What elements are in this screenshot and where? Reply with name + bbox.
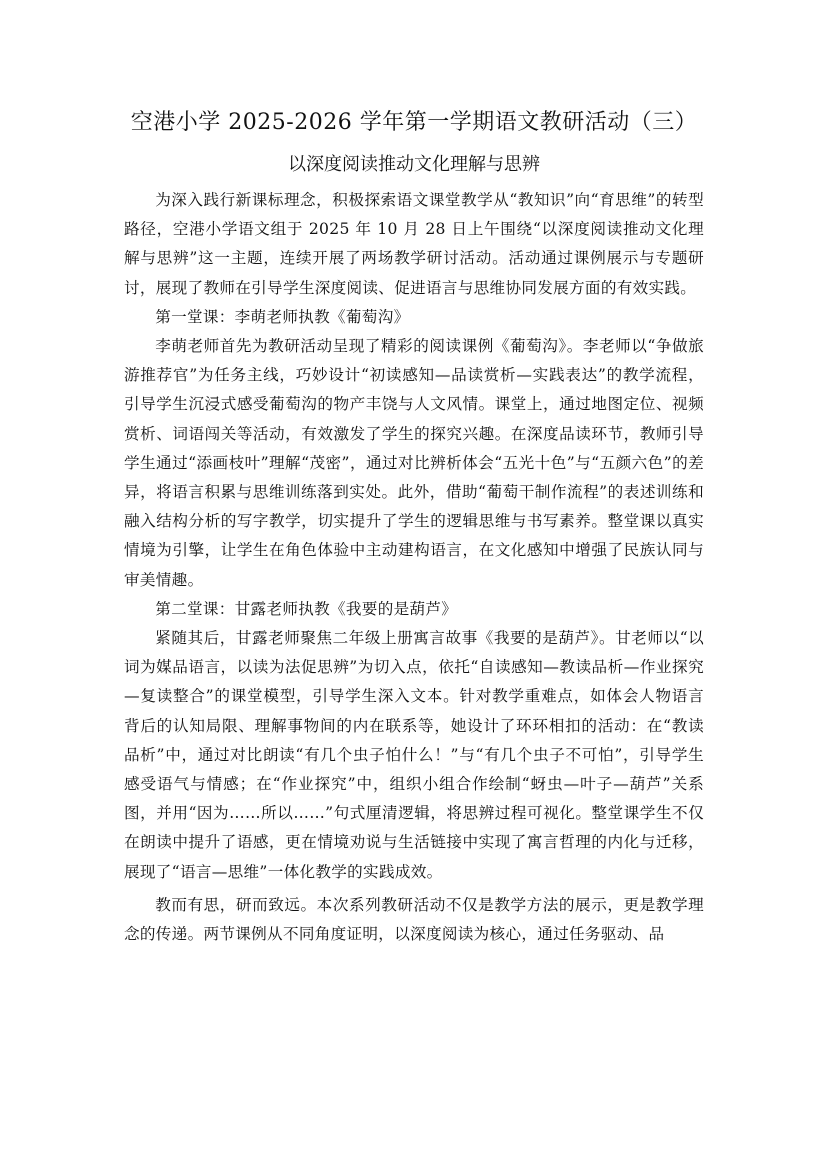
lesson-2-paragraph: 紧随其后，甘露老师聚焦二年级上册寓言故事《我要的是葫芦》。甘老师以“以词为媒品语言，以读为法促思辨”为切入点，依托“自读感知—教读品析—作业探究—复读整合”的课堂模型，引导学生深入文本。针对教学重难点，如体会人物语言背后的认知局限、理解事物间的内在联系等，她设计了环环相扣的活动：在“教读品析”中，通过对比朗读“有几个虫子怕什么！”与“有几个虫子不可怕”，引导学生感受语气与情感；在“作业探究”中，组织小组合作绘制“蚜虫—叶子—葫芦”关系图，并用“因为……所以……”句式厘清逻辑，将思辨过程可视化。整堂课学生不仅在朗读中提升了语感，更在情境劝说与生活链接中实现了寓言哲理的内化与迁移，展现了“语言—思维”一体化教学的实践成效。 (124, 629, 704, 881)
intro-paragraph: 为深入践行新课标理念，积极探索语文课堂教学从“教知识”向“育思维”的转型路径，空港小学语文组于 2025 年 10 月 28 日上午围绕“以深度阅读推动文化理解与思辨”这一主题，连续开展了两场教学研讨活动。活动通过课例展示与专题研讨，展现了教师在引导学生深度阅读、促进语言与思维协同发展方面的有效实践。 (124, 191, 704, 297)
lesson-1-paragraph: 李萌老师首先为教研活动呈现了精彩的阅读课例《葡萄沟》。李老师以“争做旅游推荐官”为任务主线，巧妙设计“初读感知—品读赏析—实践表达”的教学流程，引导学生沉浸式感受葡萄沟的物产丰饶与人文风情。课堂上，通过地图定位、视频赏析、词语闯关等活动，有效激发了学生的探究兴趣。在深度品读环节，教师引导学生通过“添画枝叶”理解“茂密”，通过对比辨析体会“五光十色”与“五颜六色”的差异，将语言积累与思维训练落到实处。此外，借助“葡萄干制作流程”的表述训练和融入结构分析的写字教学，切实提升了学生的逻辑思维与书写素养。整堂课以真实情境为引擎，让学生在角色体验中主动建构语言，在文化感知中增强了民族认同与审美情趣。 (124, 337, 704, 589)
page-subtitle: 以深度阅读推动文化理解与思辨 (288, 154, 540, 175)
conclusion-paragraph: 教而有思，研而致远。本次系列教研活动不仅是教学方法的展示，更是教学理念的传递。两节课例从不同角度证明，以深度阅读为核心，通过任务驱动、品 (124, 895, 704, 944)
section-heading-lesson-1: 第一堂课：李萌老师执教《葡萄沟》 (155, 307, 410, 326)
section-heading-lesson-2: 第二堂课：甘露老师执教《我要的是葫芦》 (155, 599, 458, 618)
page-title: 空港小学 2025-2026 学年第一学期语文教研活动（三） (130, 110, 698, 135)
article-body (124, 186, 704, 949)
